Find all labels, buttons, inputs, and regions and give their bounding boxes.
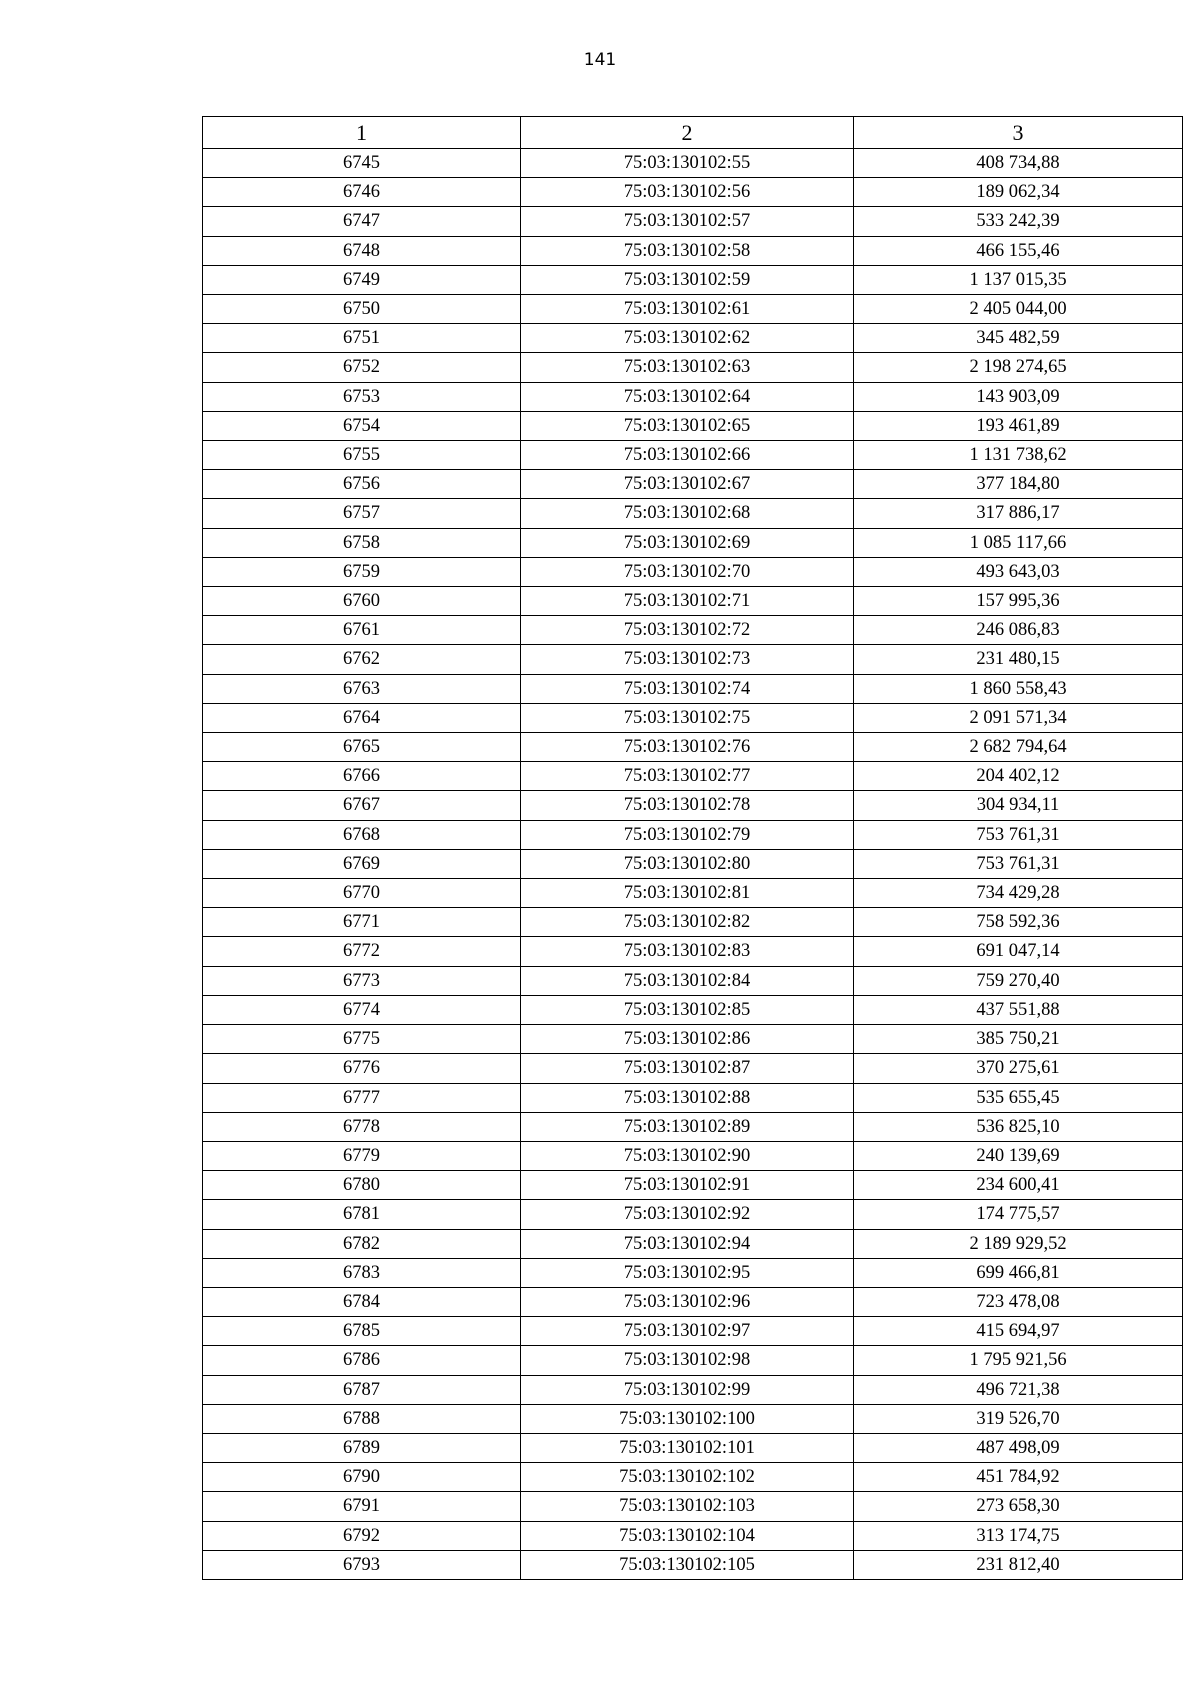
cadastral-value-cell: 345 482,59 bbox=[854, 324, 1183, 353]
cadastral-number-cell: 75:03:130102:57 bbox=[521, 207, 854, 236]
cadastral-value-cell: 317 886,17 bbox=[854, 499, 1183, 528]
table-row bbox=[203, 295, 1183, 324]
cadastral-number-cell: 75:03:130102:103 bbox=[521, 1492, 854, 1521]
cadastral-number-cell: 75:03:130102:99 bbox=[521, 1375, 854, 1404]
cadastral-value-cell: 204 402,12 bbox=[854, 762, 1183, 791]
row-number-cell: 6793 bbox=[203, 1550, 521, 1579]
cadastral-value-cell: 535 655,45 bbox=[854, 1083, 1183, 1112]
cadastral-number-cell: 75:03:130102:63 bbox=[521, 353, 854, 382]
row-number-cell: 6756 bbox=[203, 470, 521, 499]
cadastral-number-cell: 75:03:130102:70 bbox=[521, 557, 854, 586]
row-number-cell: 6781 bbox=[203, 1200, 521, 1229]
row-number-cell: 6775 bbox=[203, 1025, 521, 1054]
cadastral-value-cell: 536 825,10 bbox=[854, 1112, 1183, 1141]
row-number-cell: 6764 bbox=[203, 703, 521, 732]
table-row bbox=[203, 324, 1183, 353]
cadastral-value-cell: 385 750,21 bbox=[854, 1025, 1183, 1054]
cadastral-value-cell: 415 694,97 bbox=[854, 1317, 1183, 1346]
table-row bbox=[203, 1463, 1183, 1492]
cadastral-number-cell: 75:03:130102:76 bbox=[521, 733, 854, 762]
cadastral-value-cell: 758 592,36 bbox=[854, 908, 1183, 937]
row-number-cell: 6762 bbox=[203, 645, 521, 674]
table-row bbox=[203, 1054, 1183, 1083]
cadastral-number-cell: 75:03:130102:58 bbox=[521, 236, 854, 265]
row-number-cell: 6780 bbox=[203, 1171, 521, 1200]
table-row bbox=[203, 1083, 1183, 1112]
table-row bbox=[203, 1492, 1183, 1521]
row-number-cell: 6792 bbox=[203, 1521, 521, 1550]
cadastral-number-cell: 75:03:130102:86 bbox=[521, 1025, 854, 1054]
cadastral-value-cell: 370 275,61 bbox=[854, 1054, 1183, 1083]
cadastral-number-cell: 75:03:130102:68 bbox=[521, 499, 854, 528]
table-row bbox=[203, 178, 1183, 207]
cadastral-value-cell: 493 643,03 bbox=[854, 557, 1183, 586]
table-row bbox=[203, 879, 1183, 908]
row-number-cell: 6754 bbox=[203, 411, 521, 440]
cadastral-number-cell: 75:03:130102:75 bbox=[521, 703, 854, 732]
cadastral-value-cell: 193 461,89 bbox=[854, 411, 1183, 440]
row-number-cell: 6770 bbox=[203, 879, 521, 908]
cadastral-value-cell: 487 498,09 bbox=[854, 1433, 1183, 1462]
cadastral-number-cell: 75:03:130102:56 bbox=[521, 178, 854, 207]
table-row bbox=[203, 149, 1183, 178]
table-row bbox=[203, 937, 1183, 966]
cadastral-value-cell: 304 934,11 bbox=[854, 791, 1183, 820]
table-row bbox=[203, 207, 1183, 236]
cadastral-value-cell: 2 682 794,64 bbox=[854, 733, 1183, 762]
row-number-cell: 6771 bbox=[203, 908, 521, 937]
cadastral-number-cell: 75:03:130102:77 bbox=[521, 762, 854, 791]
row-number-cell: 6791 bbox=[203, 1492, 521, 1521]
cadastral-number-cell: 75:03:130102:94 bbox=[521, 1229, 854, 1258]
table-row bbox=[203, 1521, 1183, 1550]
row-number-cell: 6761 bbox=[203, 616, 521, 645]
table-row bbox=[203, 1550, 1183, 1579]
cadastral-value-cell: 246 086,83 bbox=[854, 616, 1183, 645]
cadastral-value-cell: 753 761,31 bbox=[854, 849, 1183, 878]
row-number-cell: 6753 bbox=[203, 382, 521, 411]
table-row bbox=[203, 966, 1183, 995]
table-row bbox=[203, 528, 1183, 557]
row-number-cell: 6750 bbox=[203, 295, 521, 324]
cadastral-number-cell: 75:03:130102:61 bbox=[521, 295, 854, 324]
table-row bbox=[203, 587, 1183, 616]
row-number-cell: 6776 bbox=[203, 1054, 521, 1083]
cadastral-value-cell: 753 761,31 bbox=[854, 820, 1183, 849]
row-number-cell: 6782 bbox=[203, 1229, 521, 1258]
cadastral-number-cell: 75:03:130102:100 bbox=[521, 1404, 854, 1433]
cadastral-value-cell: 699 466,81 bbox=[854, 1258, 1183, 1287]
row-number-cell: 6778 bbox=[203, 1112, 521, 1141]
table-row bbox=[203, 762, 1183, 791]
row-number-cell: 6789 bbox=[203, 1433, 521, 1462]
table-row bbox=[203, 1346, 1183, 1375]
cadastral-value-cell: 2 091 571,34 bbox=[854, 703, 1183, 732]
row-number-cell: 6785 bbox=[203, 1317, 521, 1346]
cadastral-number-cell: 75:03:130102:97 bbox=[521, 1317, 854, 1346]
table-row bbox=[203, 733, 1183, 762]
table-header-row bbox=[203, 117, 1183, 149]
cadastral-number-cell: 75:03:130102:101 bbox=[521, 1433, 854, 1462]
cadastral-number-cell: 75:03:130102:98 bbox=[521, 1346, 854, 1375]
table-row bbox=[203, 791, 1183, 820]
table-row bbox=[203, 645, 1183, 674]
row-number-cell: 6786 bbox=[203, 1346, 521, 1375]
table-row bbox=[203, 557, 1183, 586]
cadastral-number-cell: 75:03:130102:82 bbox=[521, 908, 854, 937]
table-row bbox=[203, 1258, 1183, 1287]
cadastral-number-cell: 75:03:130102:95 bbox=[521, 1258, 854, 1287]
cadastral-number-cell: 75:03:130102:83 bbox=[521, 937, 854, 966]
cadastral-number-cell: 75:03:130102:80 bbox=[521, 849, 854, 878]
row-number-cell: 6749 bbox=[203, 265, 521, 294]
table-row bbox=[203, 849, 1183, 878]
table-row bbox=[203, 1112, 1183, 1141]
row-number-cell: 6772 bbox=[203, 937, 521, 966]
row-number-cell: 6783 bbox=[203, 1258, 521, 1287]
cadastral-value-table bbox=[202, 116, 1183, 1580]
table-row bbox=[203, 382, 1183, 411]
cadastral-number-cell: 75:03:130102:81 bbox=[521, 879, 854, 908]
cadastral-number-cell: 75:03:130102:62 bbox=[521, 324, 854, 353]
cadastral-number-cell: 75:03:130102:59 bbox=[521, 265, 854, 294]
table-row bbox=[203, 1229, 1183, 1258]
cadastral-number-cell: 75:03:130102:105 bbox=[521, 1550, 854, 1579]
row-number-cell: 6779 bbox=[203, 1141, 521, 1170]
row-number-cell: 6784 bbox=[203, 1287, 521, 1316]
row-number-cell: 6790 bbox=[203, 1463, 521, 1492]
cadastral-number-cell: 75:03:130102:91 bbox=[521, 1171, 854, 1200]
row-number-cell: 6788 bbox=[203, 1404, 521, 1433]
cadastral-value-cell: 437 551,88 bbox=[854, 995, 1183, 1024]
cadastral-value-cell: 189 062,34 bbox=[854, 178, 1183, 207]
cadastral-value-cell: 231 480,15 bbox=[854, 645, 1183, 674]
row-number-cell: 6773 bbox=[203, 966, 521, 995]
column-header-3: 3 bbox=[854, 117, 1183, 149]
cadastral-number-cell: 75:03:130102:79 bbox=[521, 820, 854, 849]
table-row bbox=[203, 908, 1183, 937]
table-body bbox=[203, 149, 1183, 1580]
table-row bbox=[203, 703, 1183, 732]
cadastral-value-cell: 691 047,14 bbox=[854, 937, 1183, 966]
table-row bbox=[203, 470, 1183, 499]
row-number-cell: 6769 bbox=[203, 849, 521, 878]
cadastral-number-cell: 75:03:130102:87 bbox=[521, 1054, 854, 1083]
cadastral-value-cell: 240 139,69 bbox=[854, 1141, 1183, 1170]
table-row bbox=[203, 411, 1183, 440]
cadastral-number-cell: 75:03:130102:104 bbox=[521, 1521, 854, 1550]
cadastral-value-cell: 157 995,36 bbox=[854, 587, 1183, 616]
table-row bbox=[203, 616, 1183, 645]
cadastral-value-cell: 533 242,39 bbox=[854, 207, 1183, 236]
cadastral-number-cell: 75:03:130102:89 bbox=[521, 1112, 854, 1141]
table-row bbox=[203, 236, 1183, 265]
cadastral-number-cell: 75:03:130102:74 bbox=[521, 674, 854, 703]
row-number-cell: 6758 bbox=[203, 528, 521, 557]
cadastral-value-cell: 1 860 558,43 bbox=[854, 674, 1183, 703]
table-row bbox=[203, 353, 1183, 382]
row-number-cell: 6787 bbox=[203, 1375, 521, 1404]
cadastral-value-cell: 408 734,88 bbox=[854, 149, 1183, 178]
table-row bbox=[203, 820, 1183, 849]
table-row bbox=[203, 265, 1183, 294]
cadastral-number-cell: 75:03:130102:55 bbox=[521, 149, 854, 178]
row-number-cell: 6746 bbox=[203, 178, 521, 207]
table-row bbox=[203, 1433, 1183, 1462]
row-number-cell: 6747 bbox=[203, 207, 521, 236]
row-number-cell: 6768 bbox=[203, 820, 521, 849]
cadastral-value-cell: 1 131 738,62 bbox=[854, 441, 1183, 470]
cadastral-value-cell: 1 137 015,35 bbox=[854, 265, 1183, 294]
row-number-cell: 6755 bbox=[203, 441, 521, 470]
table-row bbox=[203, 1141, 1183, 1170]
page-number: 141 bbox=[583, 50, 617, 70]
cadastral-value-cell: 759 270,40 bbox=[854, 966, 1183, 995]
cadastral-number-cell: 75:03:130102:66 bbox=[521, 441, 854, 470]
cadastral-value-cell: 451 784,92 bbox=[854, 1463, 1183, 1492]
table-row bbox=[203, 1404, 1183, 1433]
cadastral-value-cell: 496 721,38 bbox=[854, 1375, 1183, 1404]
cadastral-value-cell: 143 903,09 bbox=[854, 382, 1183, 411]
table-row bbox=[203, 995, 1183, 1024]
cadastral-number-cell: 75:03:130102:92 bbox=[521, 1200, 854, 1229]
cadastral-value-cell: 466 155,46 bbox=[854, 236, 1183, 265]
row-number-cell: 6767 bbox=[203, 791, 521, 820]
cadastral-value-cell: 1 795 921,56 bbox=[854, 1346, 1183, 1375]
cadastral-number-cell: 75:03:130102:78 bbox=[521, 791, 854, 820]
row-number-cell: 6752 bbox=[203, 353, 521, 382]
cadastral-number-cell: 75:03:130102:90 bbox=[521, 1141, 854, 1170]
cadastral-value-cell: 174 775,57 bbox=[854, 1200, 1183, 1229]
table-row bbox=[203, 499, 1183, 528]
cadastral-number-cell: 75:03:130102:85 bbox=[521, 995, 854, 1024]
cadastral-value-cell: 2 189 929,52 bbox=[854, 1229, 1183, 1258]
table-row bbox=[203, 674, 1183, 703]
cadastral-number-cell: 75:03:130102:102 bbox=[521, 1463, 854, 1492]
table-row bbox=[203, 1317, 1183, 1346]
table-row bbox=[203, 441, 1183, 470]
row-number-cell: 6757 bbox=[203, 499, 521, 528]
cadastral-number-cell: 75:03:130102:73 bbox=[521, 645, 854, 674]
cadastral-number-cell: 75:03:130102:72 bbox=[521, 616, 854, 645]
row-number-cell: 6766 bbox=[203, 762, 521, 791]
table-row bbox=[203, 1287, 1183, 1316]
cadastral-number-cell: 75:03:130102:69 bbox=[521, 528, 854, 557]
table-row bbox=[203, 1200, 1183, 1229]
cadastral-value-cell: 313 174,75 bbox=[854, 1521, 1183, 1550]
cadastral-value-cell: 231 812,40 bbox=[854, 1550, 1183, 1579]
cadastral-value-cell: 273 658,30 bbox=[854, 1492, 1183, 1521]
row-number-cell: 6759 bbox=[203, 557, 521, 586]
cadastral-value-cell: 1 085 117,66 bbox=[854, 528, 1183, 557]
table-row bbox=[203, 1375, 1183, 1404]
cadastral-value-cell: 2 405 044,00 bbox=[854, 295, 1183, 324]
cadastral-value-cell: 377 184,80 bbox=[854, 470, 1183, 499]
column-header-2: 2 bbox=[521, 117, 854, 149]
cadastral-number-cell: 75:03:130102:71 bbox=[521, 587, 854, 616]
row-number-cell: 6777 bbox=[203, 1083, 521, 1112]
row-number-cell: 6774 bbox=[203, 995, 521, 1024]
cadastral-value-cell: 723 478,08 bbox=[854, 1287, 1183, 1316]
table-row bbox=[203, 1171, 1183, 1200]
cadastral-number-cell: 75:03:130102:65 bbox=[521, 411, 854, 440]
cadastral-value-cell: 2 198 274,65 bbox=[854, 353, 1183, 382]
row-number-cell: 6760 bbox=[203, 587, 521, 616]
row-number-cell: 6751 bbox=[203, 324, 521, 353]
cadastral-value-cell: 234 600,41 bbox=[854, 1171, 1183, 1200]
cadastral-number-cell: 75:03:130102:84 bbox=[521, 966, 854, 995]
row-number-cell: 6745 bbox=[203, 149, 521, 178]
cadastral-number-cell: 75:03:130102:64 bbox=[521, 382, 854, 411]
row-number-cell: 6763 bbox=[203, 674, 521, 703]
row-number-cell: 6748 bbox=[203, 236, 521, 265]
row-number-cell: 6765 bbox=[203, 733, 521, 762]
cadastral-value-cell: 734 429,28 bbox=[854, 879, 1183, 908]
table-row bbox=[203, 1025, 1183, 1054]
cadastral-number-cell: 75:03:130102:67 bbox=[521, 470, 854, 499]
column-header-1: 1 bbox=[203, 117, 521, 149]
cadastral-number-cell: 75:03:130102:88 bbox=[521, 1083, 854, 1112]
cadastral-value-cell: 319 526,70 bbox=[854, 1404, 1183, 1433]
cadastral-number-cell: 75:03:130102:96 bbox=[521, 1287, 854, 1316]
